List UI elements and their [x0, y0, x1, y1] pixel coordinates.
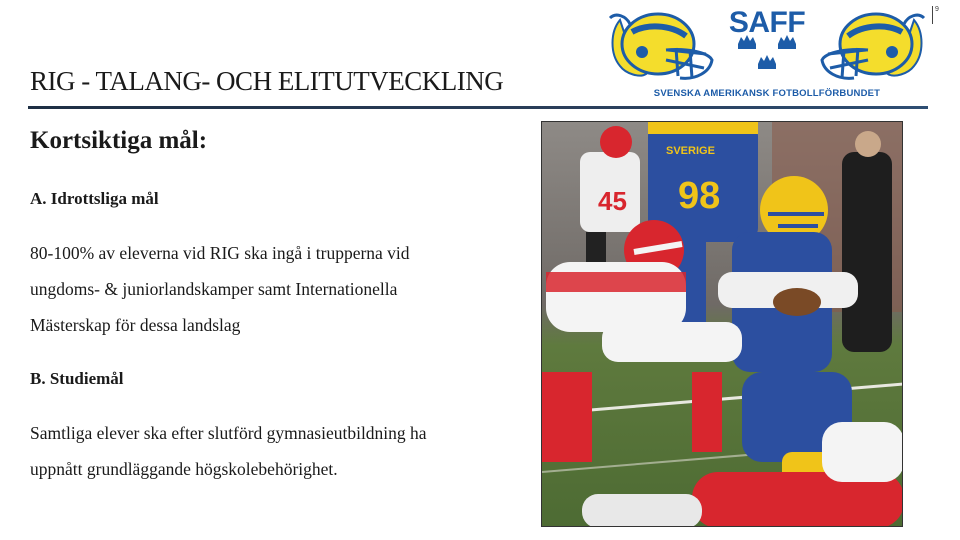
text-line: 80-100% av eleverna vid RIG ska ingå i trupperna vid	[30, 243, 410, 263]
jersey-number: 98	[678, 175, 721, 217]
text-line: Mästerskap för dessa landslag	[30, 315, 241, 335]
american-football-tackle-photo	[541, 121, 903, 527]
logo-name: SAFF	[728, 6, 806, 39]
logo-tagline: SVENSKA AMERIKANSK FOTBOLLFÖRBUNDET	[653, 88, 881, 99]
study-goals-text	[30, 415, 530, 487]
three-crowns-icon	[738, 35, 796, 69]
subheading: Kortsiktiga mål:	[30, 127, 208, 154]
jersey-text: SVERIGE	[666, 145, 715, 157]
section-label-study-goals: B. Studiemål	[30, 369, 124, 388]
text-line: uppnått grundläggande högskolebehörighet.	[30, 459, 338, 479]
page-number: 9	[932, 6, 946, 24]
title-divider	[28, 106, 928, 109]
sport-goals-text	[30, 235, 530, 343]
text-line: ungdoms- & juniorlandskamper samt Internationella	[30, 279, 398, 299]
saff-logo	[606, 2, 928, 106]
section-label-sport-goals: A. Idrottsliga mål	[30, 189, 159, 208]
text-line: Samtliga elever ska efter slutförd gymnasieutbildning ha	[30, 423, 427, 443]
slide-title: RIG - TALANG- OCH ELITUTVECKLING	[30, 66, 504, 96]
jersey-number: 45	[598, 186, 627, 216]
